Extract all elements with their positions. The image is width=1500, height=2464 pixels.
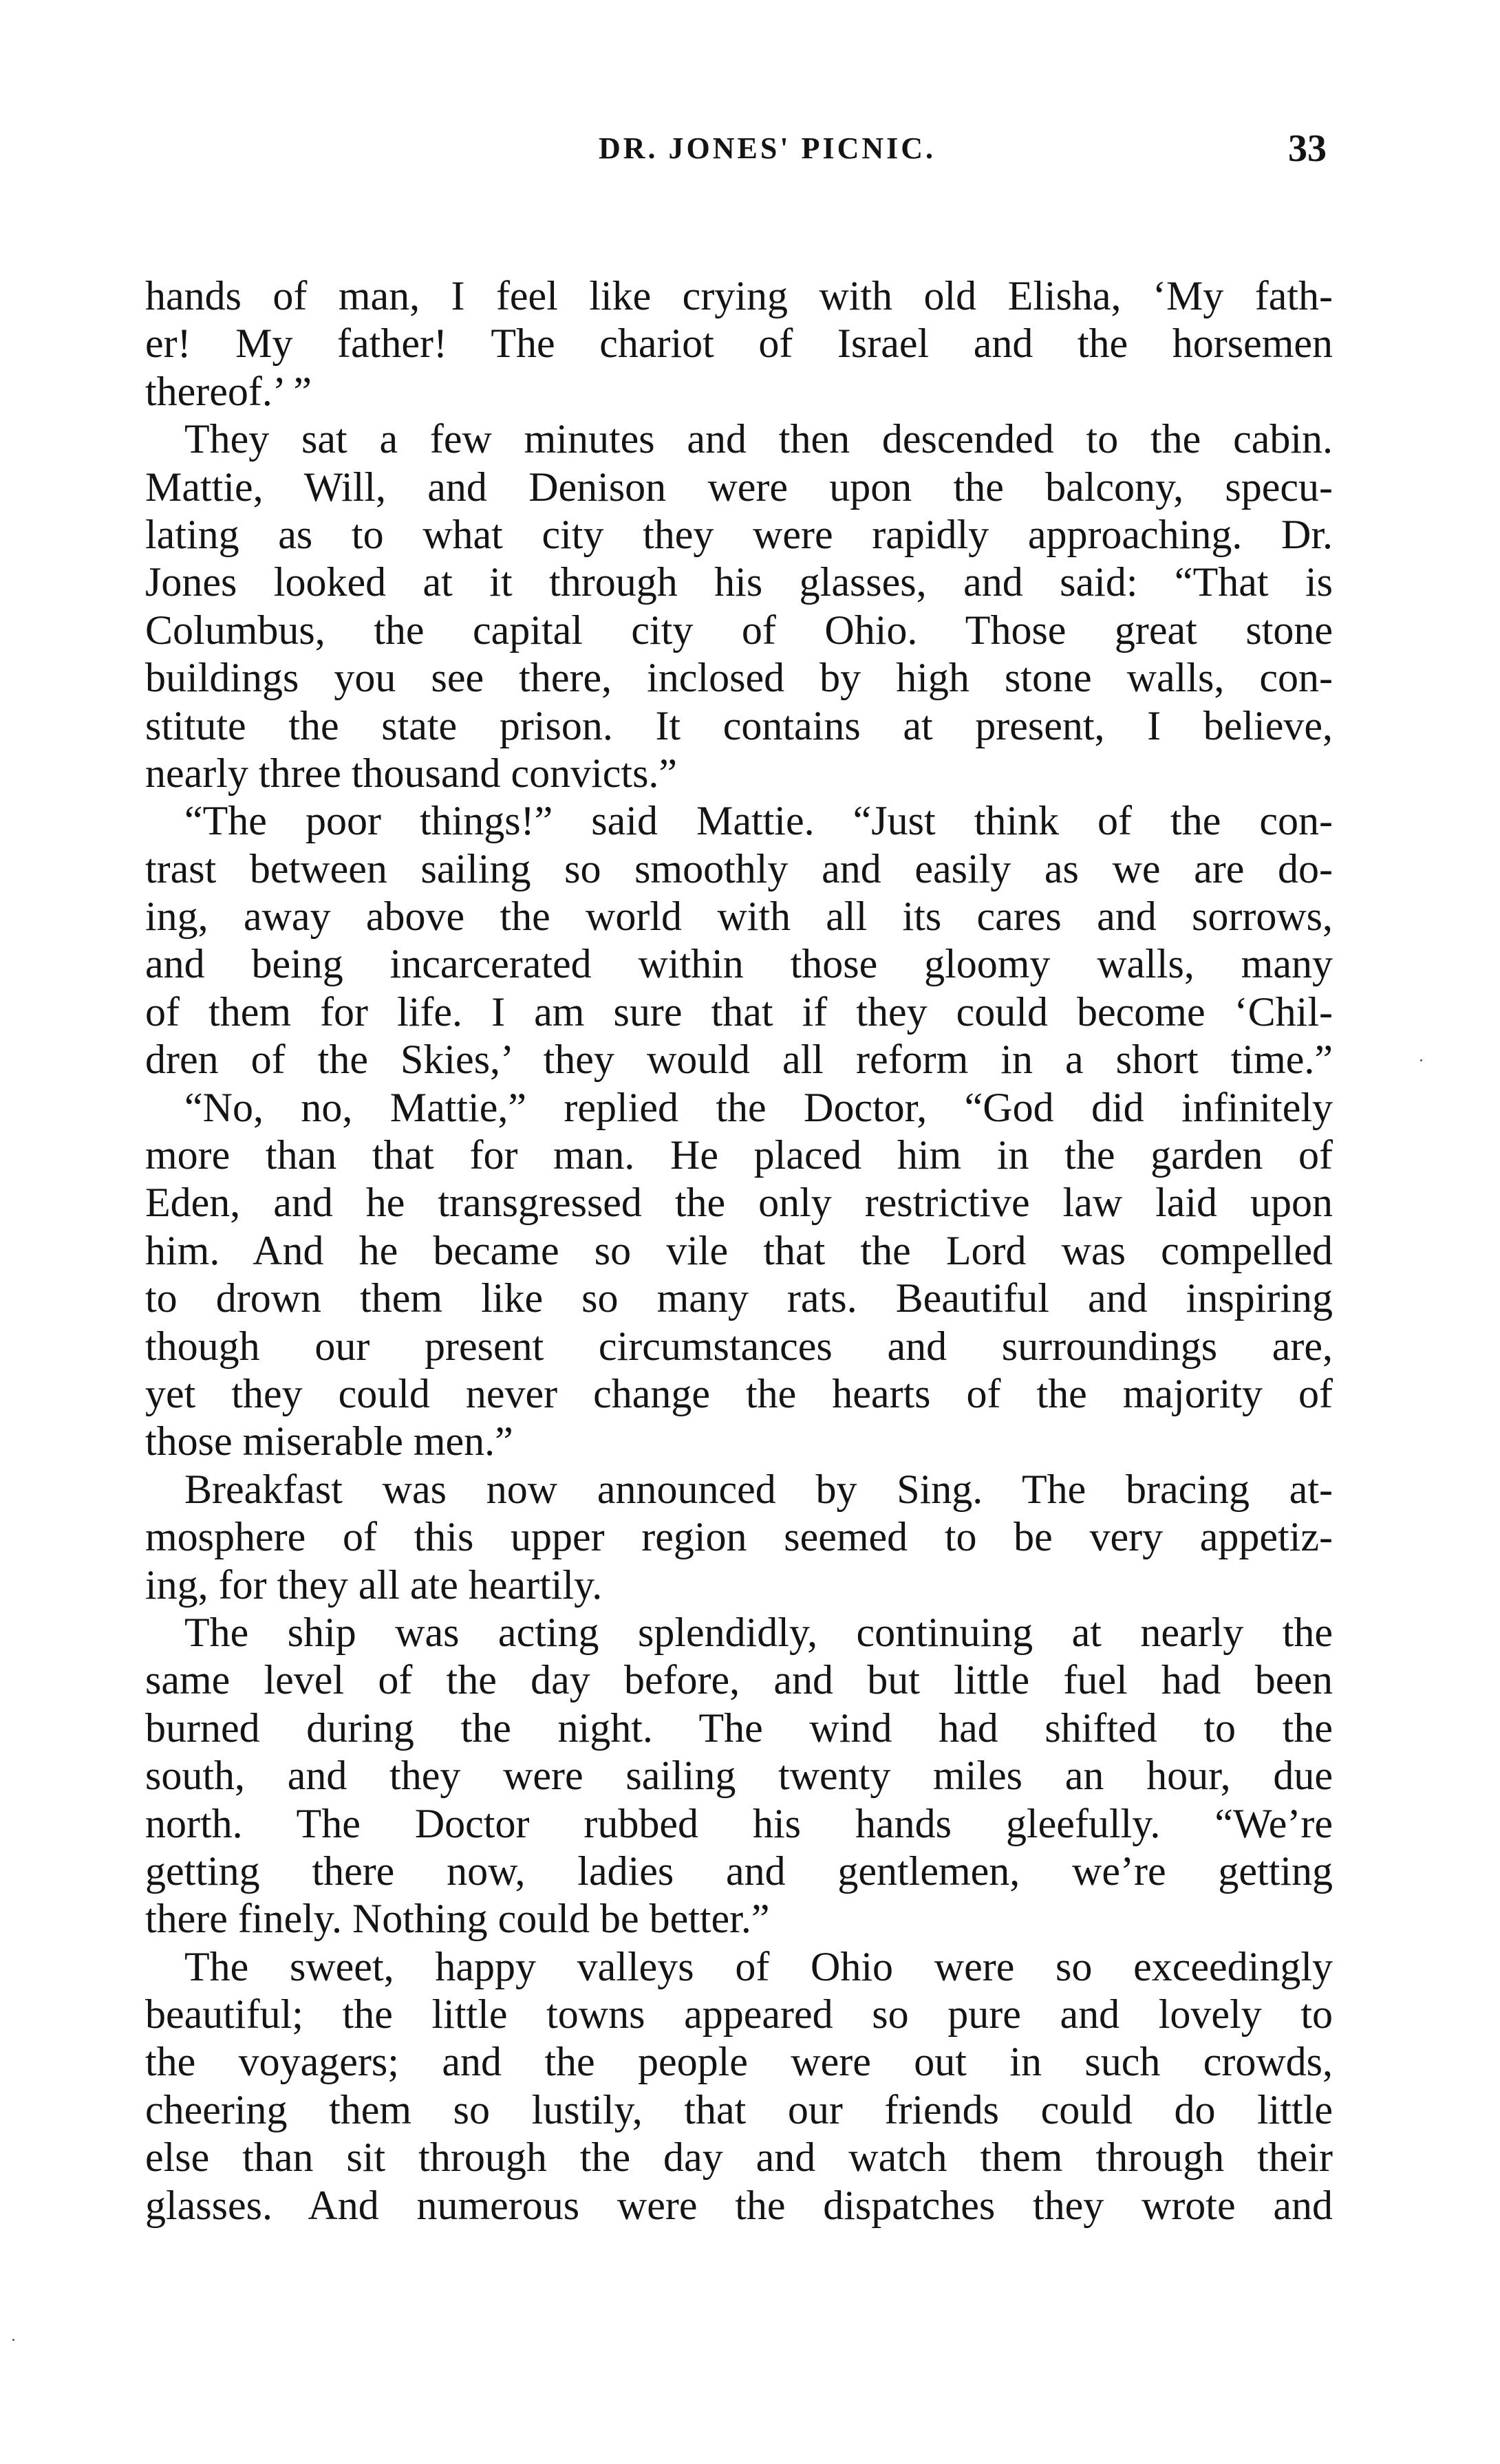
text-line: glasses. And numerous were the dispatches they wrote and — [145, 2182, 1333, 2228]
text-line: cheering them so lustily, that our friends could do little — [145, 2086, 1333, 2132]
text-line: “No, no, Mattie,” replied the Doctor, “God did infinitely — [184, 1084, 1333, 1130]
text-line: beautiful; the little towns appeared so pure and lovely to — [145, 1991, 1333, 2038]
text-line: more than that for man. He placed him in the garden of — [145, 1132, 1333, 1178]
text-line: getting there now, ladies and gentlemen, we’re getting — [145, 1848, 1333, 1894]
text-line: those miserable men.” — [145, 1418, 513, 1465]
text-line: ing, for they all ate heartily. — [145, 1561, 603, 1608]
text-line: “The poor things!” said Mattie. “Just think of the con- — [184, 798, 1333, 844]
text-line: stitute the state prison. It contains at present, I believe, — [145, 702, 1333, 748]
text-line: nearly three thousand convicts.” — [145, 750, 678, 796]
text-line: ing, away above the world with all its cares and sorrows, — [145, 894, 1333, 940]
text-line: burned during the night. The wind had shifted to the — [145, 1705, 1333, 1751]
text-line: of them for life. I am sure that if they could become ‘Chil- — [145, 988, 1333, 1035]
scan-speck — [12, 2339, 14, 2341]
text-line: north. The Doctor rubbed his hands gleefully. “We’re — [145, 1800, 1333, 1846]
text-line: Jones looked at it through his glasses, and said: “That is — [145, 559, 1333, 605]
text-line: same level of the day before, and but little fuel had been — [145, 1657, 1333, 1703]
text-line: buildings you see there, inclosed by high stone walls, con- — [145, 655, 1333, 701]
text-line: mosphere of this upper region seemed to be very appetiz- — [145, 1514, 1333, 1560]
text-line: there finely. Nothing could be better.” — [145, 1896, 770, 1942]
text-line: to drown them like so many rats. Beautiful and inspiring — [145, 1275, 1333, 1321]
text-line: The ship was acting splendidly, continuing at nearly the — [184, 1609, 1333, 1655]
text-line: Columbus, the capital city of Ohio. Those great stone — [145, 607, 1333, 653]
body-text — [145, 272, 1333, 2229]
text-line: and being incarcerated within those gloomy walls, many — [145, 941, 1333, 987]
page-number: 33 — [1288, 127, 1327, 170]
running-title: DR. JONES' PICNIC. — [598, 131, 936, 165]
text-line: lating as to what city they were rapidly approaching. Dr. — [145, 511, 1333, 557]
text-line: Breakfast was now announced by Sing. The bracing at- — [184, 1466, 1333, 1512]
text-line: dren of the Skies,’ they would all reform in a short time.” — [145, 1037, 1333, 1083]
text-line: Mattie, Will, and Denison were upon the balcony, specu- — [145, 464, 1333, 510]
text-line: The sweet, happy valleys of Ohio were so exceedingly — [184, 1943, 1333, 1989]
text-line: him. And he became so vile that the Lord was compelled — [145, 1227, 1333, 1273]
scan-speck — [1420, 1059, 1422, 1061]
text-line: They sat a few minutes and then descended to the cabin. — [184, 416, 1333, 462]
text-line: hands of man, I feel like crying with old Elisha, ‘My fath- — [145, 273, 1333, 318]
text-line: thereof.’ ” — [145, 368, 312, 414]
text-line: trast between sailing so smoothly and easily as we are do- — [145, 845, 1333, 891]
text-line: er! My father! The chariot of Israel and the horsemen — [145, 321, 1333, 367]
text-line: though our present circumstances and surroundings are, — [145, 1323, 1333, 1369]
text-line: yet they could never change the hearts of the majority of — [145, 1370, 1333, 1416]
text-line: Eden, and he transgressed the only restrictive law laid upon — [145, 1180, 1333, 1226]
text-line: else than sit through the day and watch them through their — [145, 2135, 1333, 2181]
text-line: south, and they were sailing twenty miles an hour, due — [145, 1753, 1333, 1799]
text-line: the voyagers; and the people were out in such crowds, — [145, 2039, 1333, 2085]
